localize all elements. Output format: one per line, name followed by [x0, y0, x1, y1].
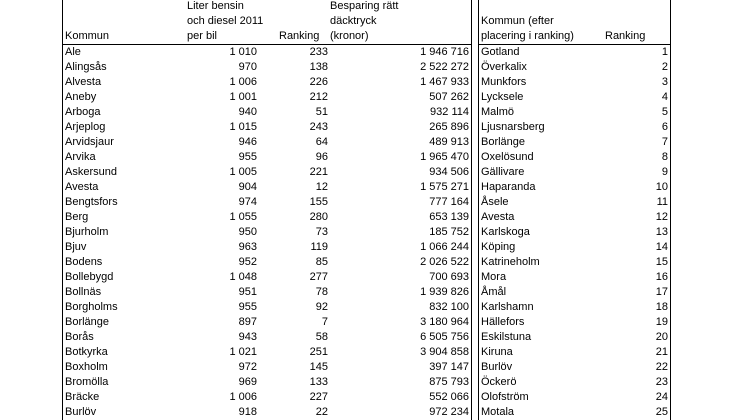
ranking-table-body: [479, 45, 670, 420]
cell-ranking: 251: [309, 346, 328, 358]
cell-besparing: 972 234: [429, 406, 469, 418]
cell-ranking: 243: [309, 121, 328, 133]
cell-besparing: 1 946 716: [420, 46, 469, 58]
cell-ranking: 96: [315, 151, 328, 163]
cell-liter: 974: [238, 196, 257, 208]
cell-kommun: Bjuv: [65, 241, 87, 253]
cell-kommun: Berg: [65, 211, 89, 223]
cell-liter: 1 021: [229, 346, 257, 358]
cell-kommun-ranked: Eskilstuna: [481, 331, 532, 343]
table-row: [479, 135, 670, 150]
table-row: [479, 270, 670, 285]
table-row: [479, 300, 670, 315]
cell-kommun-ranked: Motala: [481, 406, 515, 418]
cell-kommun: Askersund: [65, 166, 117, 178]
cell-kommun: Alingsås: [65, 61, 107, 73]
table-row: [63, 390, 471, 405]
cell-kommun: Bollnäs: [65, 286, 102, 298]
cell-ranking: 58: [315, 331, 328, 343]
table-row: [479, 225, 670, 240]
cell-besparing: 507 262: [429, 91, 469, 103]
cell-ranking: 78: [315, 286, 328, 298]
cell-kommun: Aneby: [65, 91, 97, 103]
cell-kommun-ranked: Mora: [481, 271, 507, 283]
cell-liter: 952: [238, 256, 257, 268]
cell-besparing: 1 939 826: [420, 286, 469, 298]
table-row: [63, 240, 471, 255]
table-row: [479, 345, 670, 360]
header-liter: Liter bensin och diesel 2011 per bil: [187, 0, 264, 42]
cell-besparing: 832 100: [429, 301, 469, 313]
cell-liter: 1 005: [229, 166, 257, 178]
table-row: [63, 285, 471, 300]
cell-kommun-ranked: Malmö: [481, 106, 515, 118]
cell-besparing: 185 752: [429, 226, 469, 238]
table-row: [479, 195, 670, 210]
cell-kommun: Bjurholm: [65, 226, 109, 238]
table-row: [479, 405, 670, 420]
cell-besparing: 3 904 858: [420, 346, 469, 358]
cell-kommun-ranked: Gällivare: [481, 166, 525, 178]
cell-ranking: 138: [309, 61, 328, 73]
header-besparing: Besparing rätt däcktryck (kronor): [330, 0, 399, 42]
ranking-table-header: [479, 0, 670, 45]
table-row: [63, 225, 471, 240]
cell-liter: 1 010: [229, 46, 257, 58]
cell-ranking-right: 22: [655, 361, 668, 373]
cell-liter: 969: [238, 376, 257, 388]
cell-ranking: 119: [310, 241, 328, 253]
cell-ranking-right: 17: [655, 286, 668, 298]
cell-besparing: 1 575 271: [420, 181, 469, 193]
table-row: [63, 90, 471, 105]
cell-kommun: Ale: [65, 46, 81, 58]
table-row: [63, 315, 471, 330]
cell-kommun-ranked: Avesta: [481, 211, 515, 223]
cell-ranking-right: 4: [661, 91, 668, 103]
cell-ranking-right: 21: [655, 346, 668, 358]
cell-kommun-ranked: Karlskoga: [481, 226, 530, 238]
cell-besparing: 875 793: [429, 376, 469, 388]
header-ranking: Ranking: [279, 30, 320, 42]
cell-kommun-ranked: Burlöv: [481, 361, 513, 373]
table-row: [63, 165, 471, 180]
cell-ranking-right: 12: [655, 211, 668, 223]
cell-kommun: Alvesta: [65, 76, 102, 88]
table-row: [63, 120, 471, 135]
table-row: [63, 60, 471, 75]
table-row: [63, 255, 471, 270]
cell-ranking: 92: [315, 301, 328, 313]
cell-liter: 1 006: [229, 76, 257, 88]
cell-liter: 943: [238, 331, 257, 343]
cell-liter: 955: [238, 301, 257, 313]
table-row: [479, 315, 670, 330]
cell-liter: 904: [238, 181, 257, 193]
table-row: [63, 45, 471, 60]
header-kommun-ranked: Kommun (efter placering i ranking): [481, 15, 574, 42]
cell-ranking-right: 3: [661, 76, 668, 88]
cell-ranking-right: 24: [655, 391, 668, 403]
cell-besparing: 777 164: [429, 196, 469, 208]
table-row: [63, 75, 471, 90]
table-row: [479, 165, 670, 180]
cell-liter: 1 006: [229, 391, 257, 403]
cell-besparing: 1 965 470: [420, 151, 469, 163]
cell-ranking-right: 14: [655, 241, 668, 253]
cell-liter: 972: [238, 361, 257, 373]
table-row: [63, 405, 471, 420]
cell-kommun-ranked: Olofström: [481, 391, 529, 403]
table-row: [479, 45, 670, 60]
cell-kommun-ranked: Lycksele: [481, 91, 524, 103]
cell-liter: 951: [238, 286, 257, 298]
cell-ranking: 51: [315, 106, 328, 118]
cell-ranking-right: 11: [656, 196, 668, 208]
cell-besparing: 397 147: [429, 361, 469, 373]
cell-kommun-ranked: Åsele: [481, 196, 509, 208]
cell-ranking: 22: [315, 406, 328, 418]
cell-kommun-ranked: Borlänge: [481, 136, 526, 148]
table-row: [479, 285, 670, 300]
cell-ranking: 7: [321, 316, 328, 328]
cell-liter: 946: [238, 136, 257, 148]
cell-besparing: 700 693: [429, 271, 469, 283]
cell-ranking-right: 25: [655, 406, 668, 418]
cell-kommun-ranked: Munkfors: [481, 76, 527, 88]
cell-besparing: 552 066: [429, 391, 469, 403]
cell-besparing: 489 913: [429, 136, 469, 148]
cell-kommun: Arjeplog: [65, 121, 106, 133]
cell-ranking: 221: [309, 166, 328, 178]
municipality-table: [62, 0, 472, 420]
table-row: [479, 180, 670, 195]
cell-liter: 1 048: [229, 271, 257, 283]
cell-kommun: Borås: [65, 331, 94, 343]
table-row: [479, 60, 670, 75]
table-row: [479, 75, 670, 90]
ranking-table: [478, 0, 671, 420]
cell-kommun: Bräcke: [65, 391, 100, 403]
cell-ranking-right: 20: [655, 331, 668, 343]
header-kommun: Kommun: [65, 30, 110, 42]
cell-ranking: 12: [315, 181, 328, 193]
cell-liter: 940: [238, 106, 257, 118]
cell-besparing: 2 026 522: [420, 256, 469, 268]
cell-liter: 950: [238, 226, 257, 238]
cell-besparing: 934 506: [429, 166, 469, 178]
table-row: [63, 180, 471, 195]
cell-liter: 970: [238, 61, 257, 73]
cell-ranking: 155: [309, 196, 328, 208]
header-ranking-right: Ranking: [605, 30, 646, 42]
table-row: [63, 105, 471, 120]
cell-kommun: Bodens: [65, 256, 103, 268]
cell-kommun-ranked: Öckerö: [481, 376, 517, 388]
cell-ranking-right: 2: [661, 61, 668, 73]
cell-besparing: 3 180 964: [420, 316, 469, 328]
cell-liter: 897: [238, 316, 257, 328]
cell-kommun: Arvidsjaur: [65, 136, 114, 148]
cell-ranking: 64: [315, 136, 328, 148]
table-row: [479, 90, 670, 105]
cell-kommun: Borgholms: [65, 301, 118, 313]
cell-kommun-ranked: Gotland: [481, 46, 520, 58]
cell-ranking-right: 7: [661, 136, 668, 148]
cell-liter: 955: [238, 151, 257, 163]
municipality-table-header: [63, 0, 471, 45]
cell-kommun: Bromölla: [65, 376, 109, 388]
cell-kommun: Boxholm: [65, 361, 108, 373]
cell-kommun: Burlöv: [65, 406, 97, 418]
cell-ranking: 277: [309, 271, 328, 283]
cell-ranking: 233: [309, 46, 328, 58]
cell-kommun-ranked: Köping: [481, 241, 516, 253]
cell-kommun-ranked: Ljusnarsberg: [481, 121, 545, 133]
cell-kommun-ranked: Kiruna: [481, 346, 513, 358]
cell-ranking: 227: [309, 391, 328, 403]
cell-ranking: 133: [309, 376, 328, 388]
cell-ranking-right: 15: [655, 256, 668, 268]
table-row: [479, 255, 670, 270]
cell-ranking-right: 8: [661, 151, 668, 163]
cell-besparing: 2 522 272: [420, 61, 469, 73]
table-row: [479, 330, 670, 345]
cell-besparing: 265 896: [429, 121, 469, 133]
table-row: [479, 360, 670, 375]
table-row: [63, 150, 471, 165]
table-row: [479, 375, 670, 390]
cell-ranking-right: 18: [655, 301, 668, 313]
cell-ranking-right: 1: [661, 46, 668, 58]
cell-liter: 963: [238, 241, 257, 253]
table-row: [63, 345, 471, 360]
cell-kommun: Borlänge: [65, 316, 110, 328]
cell-liter: 1 055: [229, 211, 257, 223]
cell-ranking-right: 13: [655, 226, 668, 238]
cell-kommun: Bengtsfors: [65, 196, 118, 208]
cell-kommun: Arvika: [65, 151, 96, 163]
table-row: [479, 240, 670, 255]
cell-kommun-ranked: Haparanda: [481, 181, 536, 193]
table-row: [63, 375, 471, 390]
cell-ranking-right: 9: [661, 166, 668, 178]
table-row: [63, 330, 471, 345]
cell-liter: 918: [238, 406, 257, 418]
cell-besparing: 1 066 244: [420, 241, 469, 253]
cell-kommun: Avesta: [65, 181, 99, 193]
cell-kommun-ranked: Åmål: [481, 286, 507, 298]
cell-kommun: Bollebygd: [65, 271, 114, 283]
municipality-table-body: [63, 45, 471, 420]
table-row: [63, 270, 471, 285]
table-row: [479, 390, 670, 405]
cell-ranking: 280: [309, 211, 328, 223]
cell-besparing: 653 139: [429, 211, 469, 223]
cell-ranking-right: 10: [655, 181, 668, 193]
table-row: [63, 360, 471, 375]
table-row: [479, 105, 670, 120]
cell-liter: 1 001: [229, 91, 257, 103]
cell-kommun: Arboga: [65, 106, 101, 118]
table-row: [479, 210, 670, 225]
cell-kommun-ranked: Katrineholm: [481, 256, 540, 268]
cell-besparing: 6 505 756: [420, 331, 469, 343]
cell-ranking-right: 19: [655, 316, 668, 328]
cell-besparing: 932 114: [430, 106, 469, 118]
cell-ranking-right: 23: [655, 376, 668, 388]
cell-kommun-ranked: Överkalix: [481, 61, 527, 73]
cell-ranking: 212: [309, 91, 328, 103]
cell-ranking: 226: [309, 76, 328, 88]
table-row: [479, 120, 670, 135]
table-row: [63, 135, 471, 150]
cell-ranking: 73: [315, 226, 328, 238]
cell-kommun: Botkyrka: [65, 346, 108, 358]
cell-ranking: 85: [315, 256, 328, 268]
cell-kommun-ranked: Hällefors: [481, 316, 525, 328]
cell-ranking-right: 5: [661, 106, 668, 118]
cell-ranking: 145: [309, 361, 328, 373]
cell-besparing: 1 467 933: [420, 76, 469, 88]
cell-kommun-ranked: Oxelösund: [481, 151, 534, 163]
cell-liter: 1 015: [229, 121, 257, 133]
cell-kommun-ranked: Karlshamn: [481, 301, 534, 313]
table-row: [63, 195, 471, 210]
table-row: [63, 210, 471, 225]
cell-ranking-right: 6: [661, 121, 668, 133]
table-row: [63, 300, 471, 315]
cell-ranking-right: 16: [655, 271, 668, 283]
table-row: [479, 150, 670, 165]
